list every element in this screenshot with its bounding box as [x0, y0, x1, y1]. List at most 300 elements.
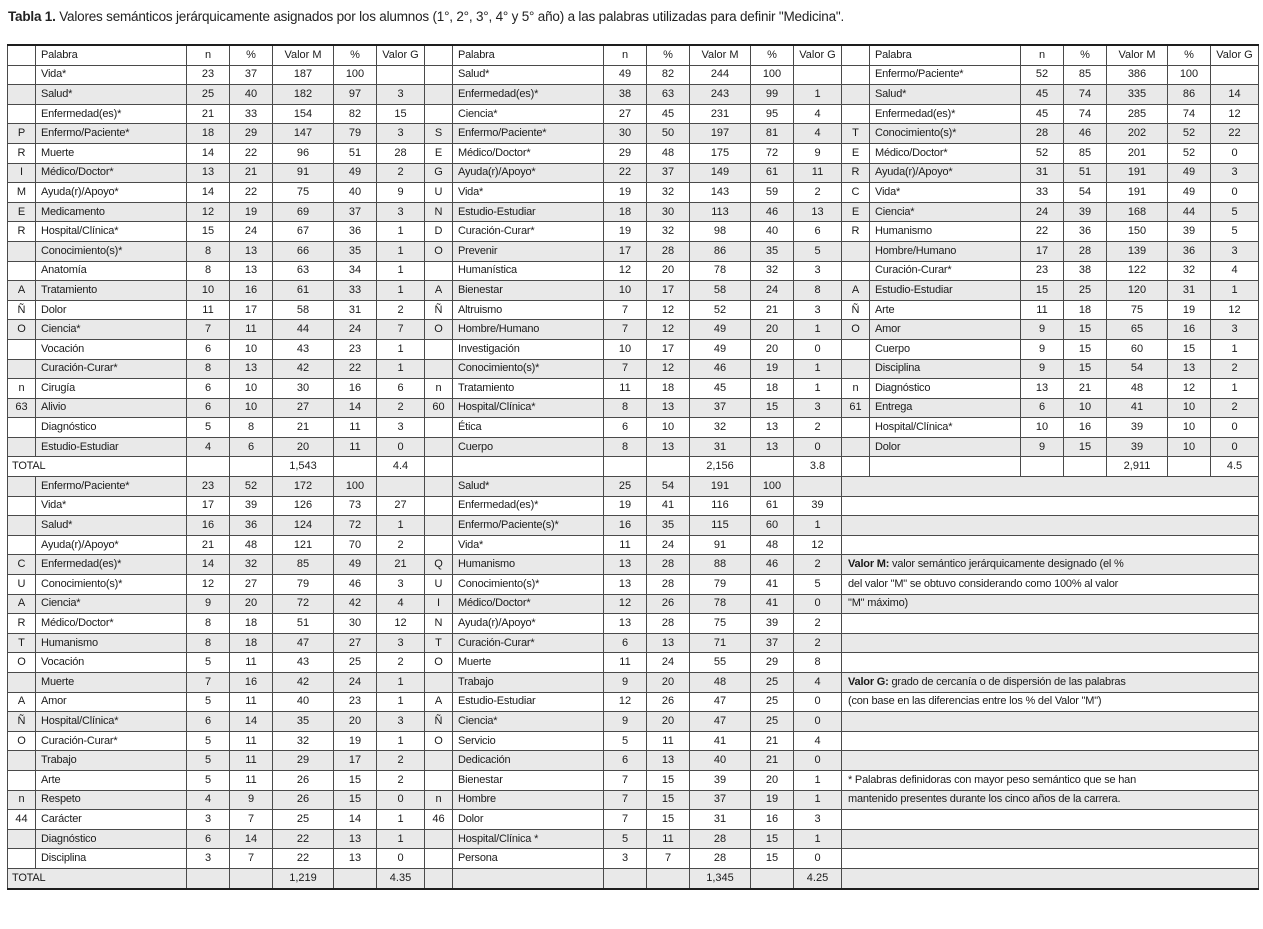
valor-m-cell: 98 [690, 222, 751, 242]
column-header-valor-m: Valor M [1107, 45, 1168, 65]
valor-m-cell: 86 [690, 241, 751, 261]
valor-m-cell: 41 [1107, 398, 1168, 418]
pct-m-cell: 16 [751, 810, 794, 830]
word-cell: Carácter [36, 810, 187, 830]
valor-g-cell: 2 [377, 398, 425, 418]
valor-m-cell: 191 [690, 477, 751, 497]
word-cell: Vida* [453, 183, 604, 203]
valor-g-cell: 2 [1211, 398, 1259, 418]
valor-g-cell: 1 [377, 222, 425, 242]
valor-g-cell: 3 [377, 85, 425, 105]
valor-g-cell: 0 [794, 339, 842, 359]
valor-g-cell: 1 [794, 359, 842, 379]
pct-m-cell: 72 [334, 516, 377, 536]
valor-g-cell: 1 [377, 731, 425, 751]
year-letter-cell: I [425, 594, 453, 614]
pct-m-cell: 82 [334, 104, 377, 124]
year-letter-cell [8, 241, 36, 261]
pct-m-cell: 52 [1168, 124, 1211, 144]
valor-g-cell: 1 [794, 829, 842, 849]
total-valor-g-cell: 4.4 [377, 457, 425, 477]
pct-m-cell: 10 [1168, 437, 1211, 457]
pct-m-cell: 20 [751, 320, 794, 340]
pct-m-cell: 15 [751, 849, 794, 869]
word-cell: Entrega [870, 398, 1021, 418]
pct-m-cell: 86 [1168, 85, 1211, 105]
word-cell: Hospital/Clínica* [36, 222, 187, 242]
pct-cell: 37 [230, 65, 273, 85]
pct-m-cell: 21 [751, 751, 794, 771]
valor-g-cell: 8 [794, 281, 842, 301]
year-letter-cell [425, 516, 453, 536]
valor-m-cell: 71 [690, 633, 751, 653]
note-cell [842, 555, 1259, 575]
word-cell: Enfermo/Paciente* [36, 477, 187, 497]
total-pct-cell [647, 868, 690, 888]
valor-g-cell: 1 [1211, 339, 1259, 359]
total-pct-m-cell [751, 868, 794, 888]
n-cell: 9 [604, 712, 647, 732]
valor-m-cell: 31 [690, 437, 751, 457]
year-letter-cell [425, 261, 453, 281]
valor-g-cell [794, 477, 842, 497]
column-header-pct-m: % [751, 45, 794, 65]
word-cell: Conocimiento(s)* [453, 359, 604, 379]
pct-m-cell: 39 [751, 614, 794, 634]
word-cell: Humanismo [36, 633, 187, 653]
n-cell: 19 [604, 183, 647, 203]
pct-m-cell: 40 [334, 183, 377, 203]
valor-g-cell: 1 [794, 516, 842, 536]
valor-m-cell: 75 [690, 614, 751, 634]
pct-cell: 15 [1064, 359, 1107, 379]
valor-g-cell: 13 [794, 202, 842, 222]
valor-m-cell: 244 [690, 65, 751, 85]
word-cell: Alivio [36, 398, 187, 418]
pct-m-cell: 16 [1168, 320, 1211, 340]
note-text: "M" máximo) [848, 597, 908, 610]
pct-m-cell: 19 [1168, 300, 1211, 320]
pct-cell: 32 [647, 222, 690, 242]
valor-m-cell: 243 [690, 85, 751, 105]
valor-m-cell: 121 [273, 535, 334, 555]
valor-m-cell: 72 [273, 594, 334, 614]
n-cell: 22 [604, 163, 647, 183]
n-cell: 23 [187, 477, 230, 497]
pct-cell: 32 [230, 555, 273, 575]
valor-m-cell: 49 [690, 320, 751, 340]
pct-m-cell: 99 [751, 85, 794, 105]
word-cell: Salud* [36, 85, 187, 105]
valor-g-cell: 2 [377, 163, 425, 183]
pct-m-cell: 30 [334, 614, 377, 634]
n-cell: 6 [604, 633, 647, 653]
pct-m-cell: 46 [751, 555, 794, 575]
valor-g-cell: 4 [794, 731, 842, 751]
valor-g-cell: 3 [794, 398, 842, 418]
word-cell: Vida* [36, 65, 187, 85]
n-cell: 23 [187, 65, 230, 85]
pct-m-cell: 40 [751, 222, 794, 242]
column-header-valor-m: Valor M [273, 45, 334, 65]
pct-cell: 15 [1064, 437, 1107, 457]
pct-m-cell: 24 [334, 320, 377, 340]
n-cell: 6 [187, 712, 230, 732]
pct-m-cell: 20 [334, 712, 377, 732]
note-cell [842, 790, 1259, 810]
word-cell: Disciplina [36, 849, 187, 869]
column-header-valor-g: Valor G [794, 45, 842, 65]
table-caption [8, 9, 844, 24]
pct-cell: 41 [647, 496, 690, 516]
valor-m-cell: 28 [690, 829, 751, 849]
valor-m-cell: 139 [1107, 241, 1168, 261]
column-header-pct-m: % [334, 45, 377, 65]
year-letter-cell: R [8, 143, 36, 163]
valor-m-cell: 386 [1107, 65, 1168, 85]
valor-m-cell: 335 [1107, 85, 1168, 105]
pct-m-cell: 97 [334, 85, 377, 105]
n-cell: 5 [187, 751, 230, 771]
year-letter-cell [425, 104, 453, 124]
n-cell: 17 [187, 496, 230, 516]
valor-g-cell [1211, 65, 1259, 85]
valor-g-cell: 0 [794, 751, 842, 771]
year-letter-cell: T [425, 633, 453, 653]
word-cell: Cuerpo [870, 339, 1021, 359]
pct-m-cell: 19 [334, 731, 377, 751]
valor-m-cell: 47 [690, 692, 751, 712]
pct-cell: 85 [1064, 65, 1107, 85]
pct-m-cell: 19 [751, 790, 794, 810]
word-cell: Ayuda(r)/Apoyo* [36, 183, 187, 203]
valor-m-cell: 172 [273, 477, 334, 497]
valor-g-cell: 4 [1211, 261, 1259, 281]
n-cell: 13 [187, 163, 230, 183]
n-cell: 9 [1021, 359, 1064, 379]
total-n-cell [187, 868, 230, 888]
year-letter-cell [425, 770, 453, 790]
word-cell: Enfermedad(es)* [36, 555, 187, 575]
word-cell: Disciplina [870, 359, 1021, 379]
valor-g-cell: 3 [794, 261, 842, 281]
year-letter-cell: G [425, 163, 453, 183]
pct-m-cell: 24 [751, 281, 794, 301]
pct-cell: 17 [647, 281, 690, 301]
n-cell: 13 [604, 575, 647, 595]
word-cell: Conocimiento(s)* [453, 575, 604, 595]
valor-g-cell: 1 [377, 241, 425, 261]
n-cell: 13 [1021, 379, 1064, 399]
total-label-cell: TOTAL [8, 868, 187, 888]
pct-m-cell: 13 [751, 437, 794, 457]
word-cell: Altruismo [453, 300, 604, 320]
valor-m-cell: 65 [1107, 320, 1168, 340]
pct-cell: 10 [230, 339, 273, 359]
valor-m-cell: 47 [690, 712, 751, 732]
word-cell: Persona [453, 849, 604, 869]
n-cell: 11 [604, 535, 647, 555]
valor-m-cell: 41 [690, 731, 751, 751]
year-letter-cell: 63 [8, 398, 36, 418]
pct-cell: 54 [1064, 183, 1107, 203]
pct-m-cell: 49 [1168, 163, 1211, 183]
year-letter-cell: A [425, 692, 453, 712]
word-cell: Médico/Doctor* [453, 594, 604, 614]
valor-m-cell: 43 [273, 653, 334, 673]
word-cell: Dedicación [453, 751, 604, 771]
note-text: valor semántico jerárquicamente designado (el % [889, 558, 1124, 571]
pct-cell: 15 [1064, 320, 1107, 340]
valor-m-cell: 120 [1107, 281, 1168, 301]
note-cell [842, 770, 1259, 790]
pct-cell: 11 [230, 320, 273, 340]
n-cell: 6 [604, 751, 647, 771]
valor-m-cell: 115 [690, 516, 751, 536]
pct-m-cell: 20 [751, 339, 794, 359]
valor-m-cell: 39 [1107, 437, 1168, 457]
pct-m-cell: 10 [1168, 418, 1211, 438]
valor-g-cell [794, 65, 842, 85]
valor-g-cell: 1 [794, 85, 842, 105]
note-cell [842, 594, 1259, 614]
pct-m-cell: 74 [1168, 104, 1211, 124]
word-cell: Ayuda(r)/Apoyo* [453, 614, 604, 634]
word-cell [453, 457, 604, 477]
word-cell: Ayuda(r)/Apoyo* [36, 535, 187, 555]
valor-g-cell: 2 [377, 653, 425, 673]
pct-cell: 36 [1064, 222, 1107, 242]
valor-m-cell: 147 [273, 124, 334, 144]
year-letter-cell [425, 418, 453, 438]
pct-cell: 13 [230, 241, 273, 261]
n-cell: 12 [604, 692, 647, 712]
pct-cell: 20 [230, 594, 273, 614]
word-cell: Vida* [453, 535, 604, 555]
pct-cell: 28 [647, 555, 690, 575]
valor-g-cell: 2 [794, 614, 842, 634]
word-cell: Hombre/Humano [870, 241, 1021, 261]
year-letter-cell: A [425, 281, 453, 301]
pct-m-cell: 61 [751, 496, 794, 516]
n-cell: 24 [1021, 202, 1064, 222]
year-letter-cell: 60 [425, 398, 453, 418]
table-caption-text: Valores semánticos jerárquicamente asignados por los alumnos (1°, 2°, 3°, 4° y 5° año) a las palabras utilizadas para definir "Medicina". [55, 9, 845, 24]
n-cell: 9 [187, 594, 230, 614]
valor-m-cell: 69 [273, 202, 334, 222]
n-cell: 30 [604, 124, 647, 144]
pct-cell: 14 [230, 829, 273, 849]
n-cell: 5 [187, 770, 230, 790]
n-cell: 11 [1021, 300, 1064, 320]
valor-g-cell: 8 [794, 653, 842, 673]
pct-m-cell: 100 [334, 65, 377, 85]
valor-g-cell: 6 [377, 379, 425, 399]
pct-m-cell: 100 [751, 477, 794, 497]
valor-m-cell: 32 [273, 731, 334, 751]
word-cell: Humanismo [453, 555, 604, 575]
valor-m-cell: 52 [690, 300, 751, 320]
total-n-cell [1021, 457, 1064, 477]
year-letter-cell [8, 829, 36, 849]
pct-m-cell: 100 [334, 477, 377, 497]
year-letter-cell [842, 418, 870, 438]
valor-m-cell: 91 [690, 535, 751, 555]
year-letter-cell: Ñ [8, 712, 36, 732]
valor-g-cell: 2 [377, 300, 425, 320]
n-cell: 6 [187, 339, 230, 359]
pct-m-cell: 37 [751, 633, 794, 653]
pct-m-cell: 32 [1168, 261, 1211, 281]
year-letter-cell [425, 359, 453, 379]
valor-m-cell: 27 [273, 398, 334, 418]
valor-m-cell: 40 [690, 751, 751, 771]
pct-m-cell: 59 [751, 183, 794, 203]
year-letter-cell: E [425, 143, 453, 163]
pct-m-cell: 11 [334, 437, 377, 457]
pct-m-cell: 25 [751, 673, 794, 693]
word-cell: Hospital/Clínica* [870, 418, 1021, 438]
word-cell: Ciencia* [36, 594, 187, 614]
valor-g-cell [377, 477, 425, 497]
pct-cell: 12 [647, 359, 690, 379]
pct-cell: 20 [647, 712, 690, 732]
pct-m-cell: 24 [334, 673, 377, 693]
total-pct-cell [230, 457, 273, 477]
n-cell: 9 [1021, 339, 1064, 359]
valor-g-cell: 15 [377, 104, 425, 124]
pct-m-cell: 100 [1168, 65, 1211, 85]
word-cell: Conocimiento(s)* [36, 575, 187, 595]
note-cell [842, 712, 1259, 732]
word-cell: Humanística [453, 261, 604, 281]
valor-m-cell: 78 [690, 261, 751, 281]
valor-g-cell: 2 [1211, 359, 1259, 379]
valor-m-cell: 124 [273, 516, 334, 536]
pct-m-cell: 72 [751, 143, 794, 163]
valor-g-cell: 0 [794, 594, 842, 614]
n-cell: 8 [187, 241, 230, 261]
year-letter-cell [425, 437, 453, 457]
year-letter-cell: A [8, 594, 36, 614]
valor-m-cell: 45 [690, 379, 751, 399]
column-header-n: n [1021, 45, 1064, 65]
year-letter-cell: U [425, 183, 453, 203]
valor-m-cell: 37 [690, 398, 751, 418]
valor-m-cell: 91 [273, 163, 334, 183]
note-cell [842, 516, 1259, 536]
pct-cell: 28 [647, 241, 690, 261]
valor-g-cell: 1 [377, 692, 425, 712]
year-letter-cell [8, 849, 36, 869]
word-cell: Dolor [870, 437, 1021, 457]
word-cell: Estudio-Estudiar [870, 281, 1021, 301]
valor-g-cell: 0 [377, 437, 425, 457]
word-cell: Anatomía [36, 261, 187, 281]
word-cell: Dolor [453, 810, 604, 830]
valor-m-cell: 42 [273, 359, 334, 379]
pct-m-cell: 34 [334, 261, 377, 281]
pct-m-cell: 32 [751, 261, 794, 281]
note-cell [842, 535, 1259, 555]
word-cell: Salud* [453, 65, 604, 85]
word-cell: Hombre/Humano [453, 320, 604, 340]
valor-m-cell: 116 [690, 496, 751, 516]
year-letter-cell [8, 261, 36, 281]
pct-cell: 11 [230, 731, 273, 751]
pct-cell: 11 [230, 770, 273, 790]
valor-g-cell: 1 [377, 673, 425, 693]
valor-m-cell: 197 [690, 124, 751, 144]
total-valor-g-cell: 3.8 [794, 457, 842, 477]
note-cell [842, 829, 1259, 849]
valor-g-cell: 6 [794, 222, 842, 242]
year-letter-cell [8, 496, 36, 516]
year-letter-header [8, 45, 36, 65]
pct-cell: 24 [230, 222, 273, 242]
note-bold-text: Valor G: [848, 675, 889, 688]
year-letter-cell: A [8, 692, 36, 712]
pct-cell: 15 [647, 790, 690, 810]
n-cell: 45 [1021, 104, 1064, 124]
word-cell: Amor [36, 692, 187, 712]
valor-m-cell: 63 [273, 261, 334, 281]
pct-m-cell: 21 [751, 300, 794, 320]
year-letter-cell: C [842, 183, 870, 203]
pct-cell: 22 [230, 183, 273, 203]
pct-cell: 85 [1064, 143, 1107, 163]
valor-m-cell: 75 [273, 183, 334, 203]
valor-m-cell: 191 [1107, 183, 1168, 203]
word-cell [870, 457, 1021, 477]
word-cell: Investigación [453, 339, 604, 359]
word-cell: Amor [870, 320, 1021, 340]
n-cell: 15 [1021, 281, 1064, 301]
pct-cell: 24 [647, 535, 690, 555]
pct-cell: 16 [1064, 418, 1107, 438]
n-cell: 38 [604, 85, 647, 105]
n-cell: 7 [604, 320, 647, 340]
valor-m-cell: 154 [273, 104, 334, 124]
n-cell: 9 [604, 673, 647, 693]
year-letter-cell: D [425, 222, 453, 242]
n-cell: 16 [187, 516, 230, 536]
total-valor-g-cell: 4.5 [1211, 457, 1259, 477]
valor-g-cell: 2 [794, 418, 842, 438]
pct-m-cell: 15 [1168, 339, 1211, 359]
year-letter-cell: n [8, 379, 36, 399]
year-letter-cell [842, 85, 870, 105]
year-letter-cell: n [425, 790, 453, 810]
pct-m-cell: 23 [334, 339, 377, 359]
valor-g-cell: 2 [794, 555, 842, 575]
note-cell [842, 653, 1259, 673]
valor-g-cell: 1 [377, 261, 425, 281]
word-cell: Enfermedad(es)* [453, 496, 604, 516]
pct-m-cell: 31 [334, 300, 377, 320]
note-text: (con base en las diferencias entre los % del Valor "M") [848, 695, 1102, 708]
word-cell: Curación-Curar* [453, 222, 604, 242]
pct-cell: 63 [647, 85, 690, 105]
word-cell: Curación-Curar* [453, 633, 604, 653]
pct-m-cell: 79 [334, 124, 377, 144]
pct-m-cell: 25 [751, 712, 794, 732]
year-letter-cell: U [8, 575, 36, 595]
year-letter-cell [425, 477, 453, 497]
pct-cell: 36 [230, 516, 273, 536]
word-cell: Curación-Curar* [36, 359, 187, 379]
n-cell: 8 [187, 359, 230, 379]
